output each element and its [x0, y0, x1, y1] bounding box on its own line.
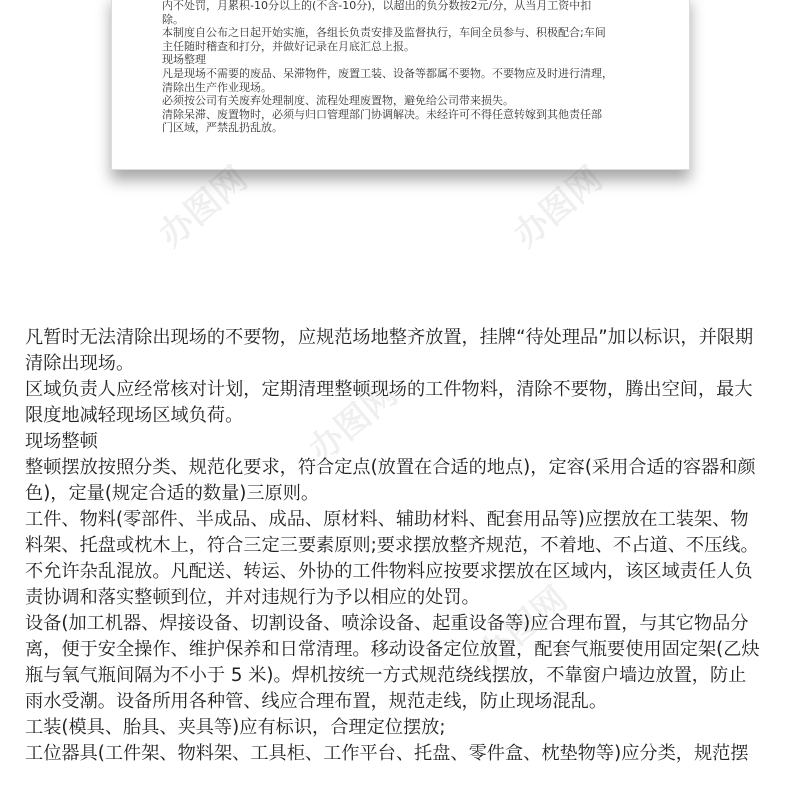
article-line: 料架、托盘或枕木上，符合三定三要素原则;要求摆放整齐规范，不着地、不占道、不压线。: [25, 535, 759, 556]
article-line: 不允许杂乱混放。凡配送、转运、外协的工件物料应按要求摆放在区域内，该区域责任人负: [25, 561, 753, 582]
doc-line: 必须按公司有关废弃处理制度、流程处理废置物，避免给公司带来损失。: [162, 94, 514, 108]
doc-line: 凡是现场不需要的废品、呆滞物件，废置工装、设备等都属不要物。不要物应及时进行清理，: [162, 66, 613, 80]
watermark: 办图网: [301, 374, 406, 471]
article-line: 设备(加工机器、焊接设备、切割设备、喷涂设备、起重设备等)应合理布置，与其它物品分: [25, 613, 749, 634]
doc-line: 清除出生产作业现场。: [162, 80, 272, 94]
article-line: 瓶与氧气瓶间隔为不小于 5 米)。焊机按统一方式规范绕线摆放，不靠窗户墙边放置，防止: [25, 665, 747, 686]
doc-line: 现场整理: [162, 53, 206, 67]
section-heading: 现场整顿: [25, 431, 98, 452]
article-line: 凡暂时无法清除出现场的不要物，应规范场地整齐放置，挂牌“待处理品”加以标识，并限期: [25, 327, 754, 348]
document-preview-card: [111, 0, 690, 170]
article-line: 限度地减轻现场区域负荷。: [25, 405, 244, 426]
article-line: 清除出现场。: [25, 353, 135, 374]
doc-line: 本制度自公布之日起开始实施，各组长负责安排及监督执行，车间全员参与、积极配合;车间: [162, 26, 606, 40]
article-line: 整顿摆放按照分类、规范化要求，符合定点(放置在合适的地点)，定容(采用合适的容器和颜: [25, 457, 756, 478]
doc-line: 主任随时稽查和打分，并做好记录在月底汇总上报。: [162, 39, 415, 53]
watermark: 办图网: [151, 159, 256, 256]
doc-line: 内不处罚，月累积-10分以上的(不含-10分)，以超出的负分数按2元/分，从当月工资中扣: [162, 0, 592, 12]
doc-line: 清除呆滞、废置物时，必须与归口管理部门协调解决。未经许可不得任意转嫁到其他责任部: [162, 107, 602, 121]
article-line: 工装(模具、胎具、夹具等)应有标识，合理定位摆放;: [25, 717, 446, 738]
article-line: 工件、物料(零部件、半成品、成品、原材料、辅助材料、配套用品等)应摆放在工装架、物: [25, 509, 749, 530]
article-line: 责协调和落实整顿到位，并对违规行为予以相应的处罚。: [25, 587, 480, 608]
watermark: 办图网: [506, 159, 611, 256]
article-line: 雨水受潮。设备所用各种管、线应合理布置，规范走线，防止现场混乱。: [25, 691, 608, 712]
article-line: 区域负责人应经常核对计划，定期清理整顿现场的工件物料，清除不要物，腾出空间，最大: [25, 379, 753, 400]
article-line: 工位器具(工件架、物料架、工具柜、工作平台、托盘、零件盒、枕垫物等)应分类，规范摆: [25, 743, 749, 764]
article-body: [25, 325, 777, 767]
doc-line: 门区域，严禁乱扔乱放。: [162, 121, 283, 135]
document-preview-text: [112, 0, 689, 135]
watermark: 办图网: [471, 579, 576, 676]
article-line: 色)，定量(规定合适的数量)三原则。: [25, 483, 320, 504]
article-line: 离，便于安全操作、维护保养和日常清理。移动设备定位放置，配套气瓶要使用固定架(乙炔: [25, 639, 760, 660]
doc-line: 除。: [162, 12, 184, 26]
